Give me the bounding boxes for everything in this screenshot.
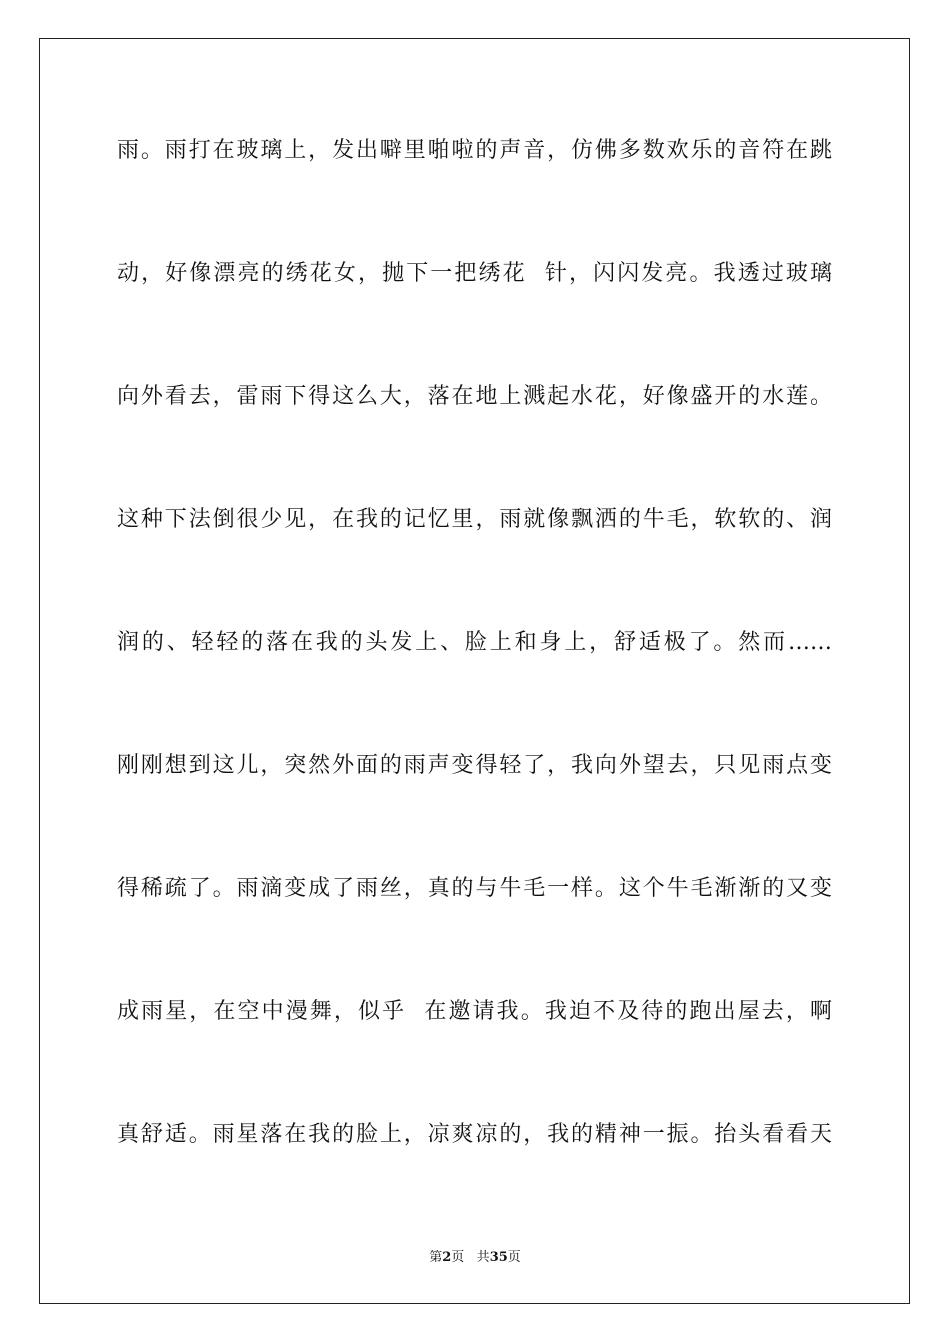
text-line: 润的、轻轻的落在我的头发上、脸上和身上，舒适极了。然而…… [117,630,832,655]
text-line: 刚刚想到这儿，突然外面的雨声变得轻了，我向外望去，只见雨点变 [117,753,832,778]
text-line: 动，好像漂亮的绣花女，抛下一把绣花 针，闪闪发亮。我透过玻璃 [117,261,832,286]
text-line: 雨。雨打在玻璃上，发出噼里啪啦的声音，仿佛多数欢乐的音符在跳 [117,138,832,163]
text-line: 向外看去，雷雨下得这么大，落在地上溅起水花，好像盛开的水莲。 [117,384,832,409]
page-number: 2 [442,1250,452,1265]
text-line: 这种下法倒很少见，在我的记忆里，雨就像飘洒的牛毛，软软的、润 [117,507,832,532]
total-unit: 页 [507,1250,521,1265]
total-pages: 35 [489,1250,508,1265]
text-line: 真舒适。雨星落在我的脸上，凉爽凉的，我的精神一振。抬头看看天 [117,1122,832,1147]
page-footer [0,1246,950,1265]
total-prefix: 共 [476,1250,490,1265]
text-line: 成雨星，在空中漫舞，似乎 在邀请我。我迫不及待的跑出屋去，啊 [117,999,832,1024]
page-unit: 页 [451,1250,465,1265]
page-prefix: 第 [429,1250,443,1265]
text-line: 得稀疏了。雨滴变成了雨丝，真的与牛毛一样。这个牛毛渐渐的又变 [117,876,832,901]
